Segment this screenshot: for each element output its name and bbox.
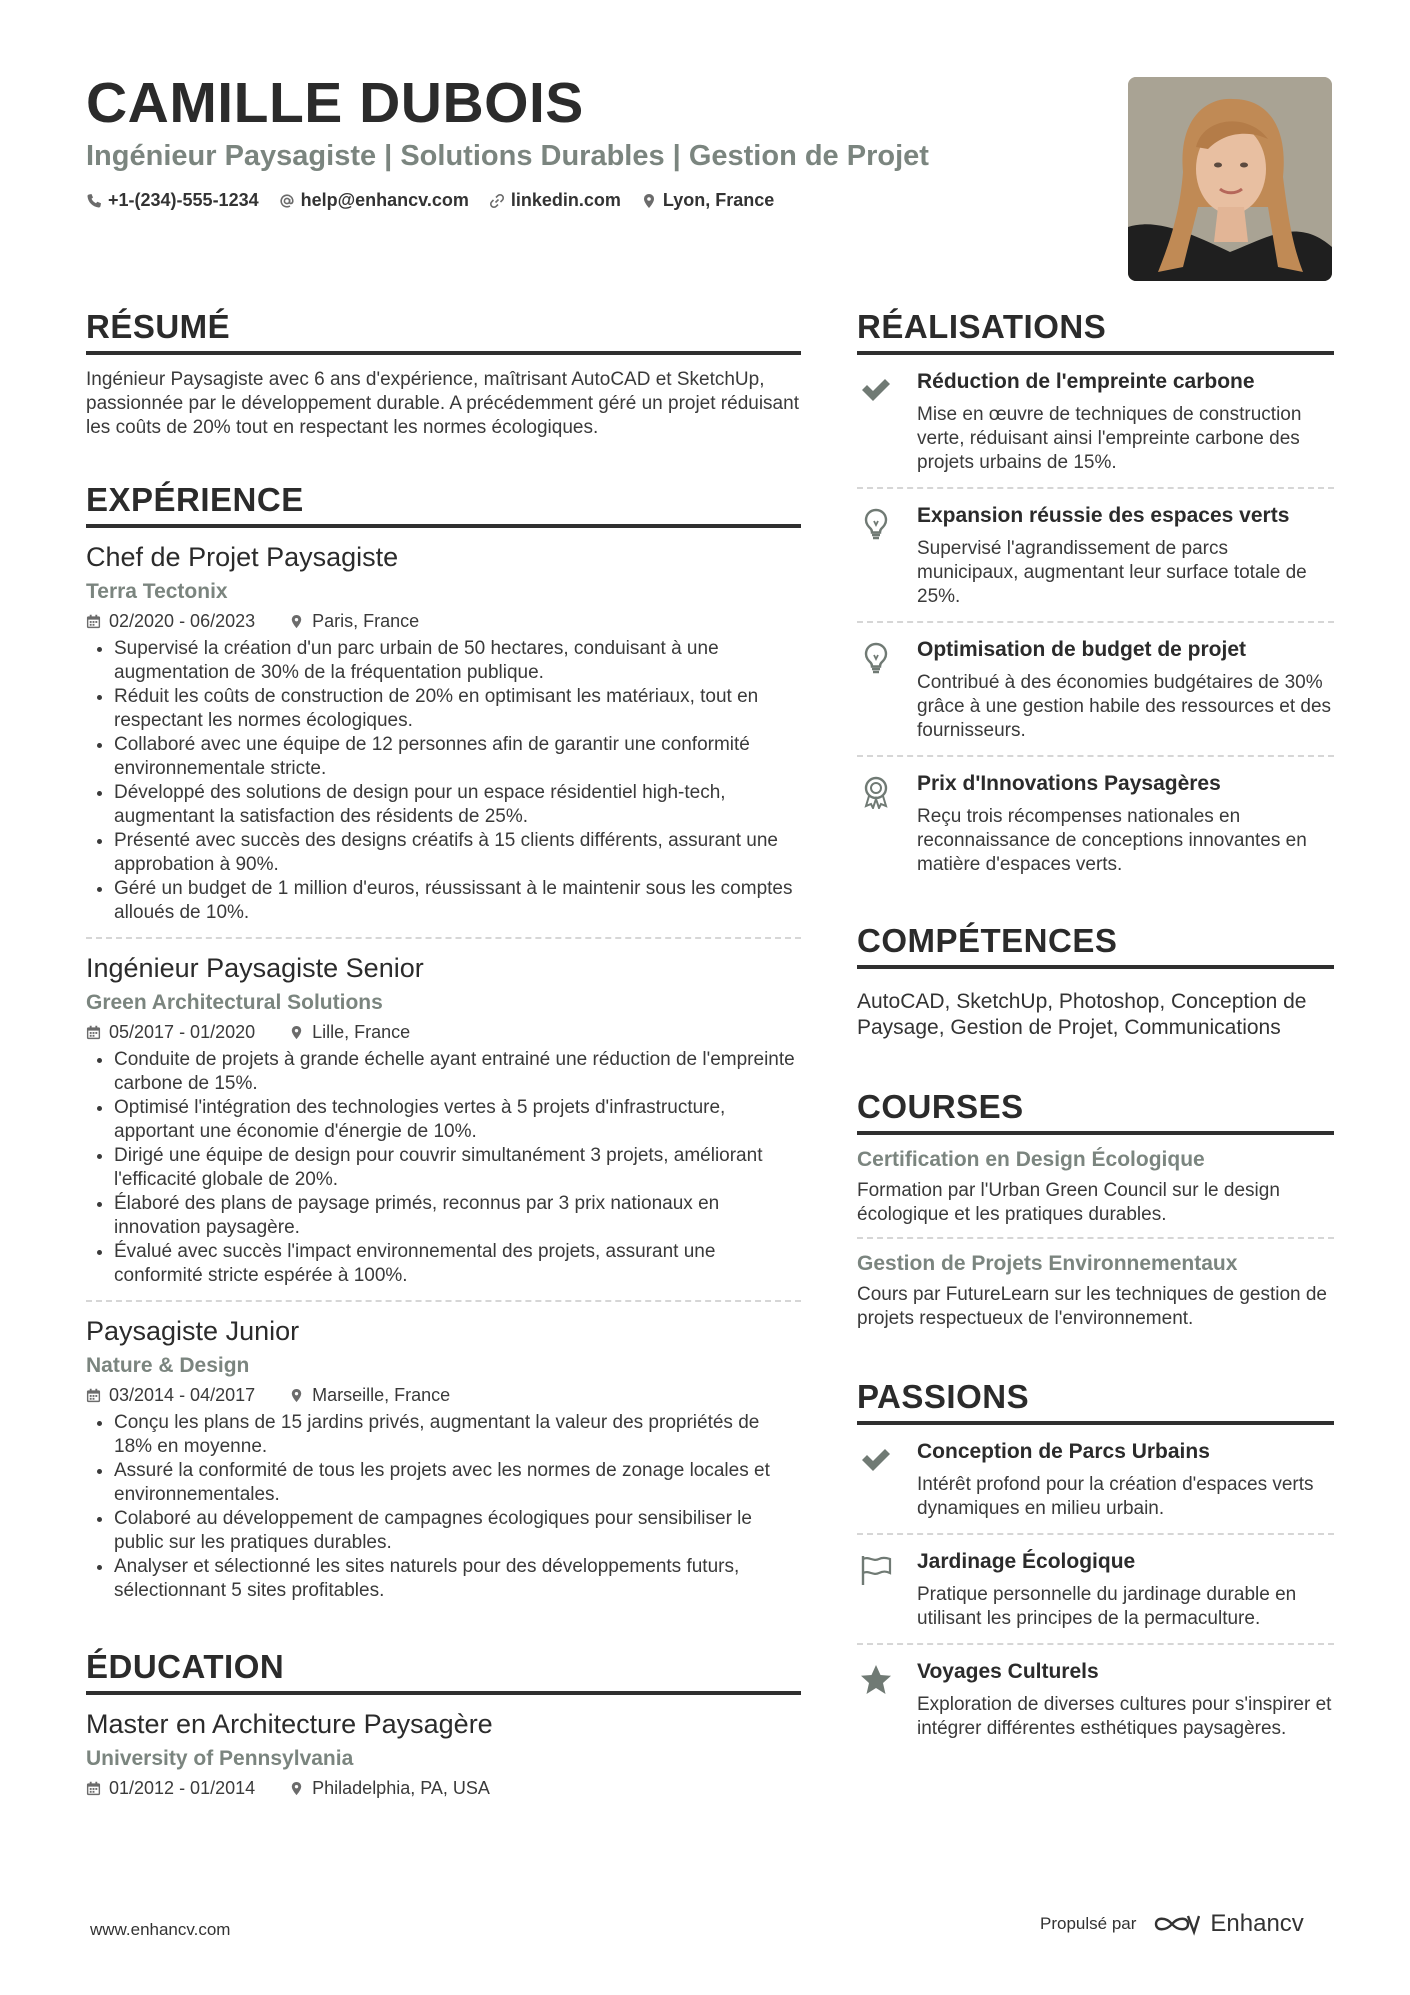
map-pin-icon <box>289 1388 304 1403</box>
achievement-desc: Mise en œuvre de techniques de construction verte, réduisant ainsi l'empreinte carbone des projets urbains de 15%. <box>917 404 1302 473</box>
job-bullet: • Collaboré avec une équipe de 12 personnes afin de garantir une conformité environnementale stricte. <box>114 733 801 781</box>
job-bullet: • Développé des solutions de design pour un espace résidentiel high-tech, augmentant la satisfaction des résidents de 25%. <box>114 781 801 829</box>
job-dates <box>86 611 255 632</box>
map-pin-icon <box>289 1781 304 1796</box>
lightbulb-icon <box>857 503 895 609</box>
passion-desc: Pratique personnelle du jardinage durable en utilisant les principes de la permaculture. <box>917 1584 1297 1629</box>
achievements-section <box>857 305 1334 889</box>
job-bullet: • Assuré la conformité de tous les projets avec les normes de zonage locales et environnementales. <box>114 1459 801 1507</box>
education-meta <box>86 1778 801 1799</box>
job-location <box>289 1385 450 1406</box>
job-dates-text: 03/2014 - 04/2017 <box>109 1385 256 1405</box>
map-pin-icon <box>289 614 304 629</box>
contact-phone-text: +1-(234)-555-1234 <box>108 190 259 210</box>
calendar-icon <box>86 614 101 629</box>
skills-section <box>857 919 1334 1041</box>
passion-title: Conception de Parcs Urbains <box>917 1440 1210 1463</box>
summary-section <box>86 305 801 440</box>
achievement-desc: Supervisé l'agrandissement de parcs municipaux, augmentant leur surface totale de 25%. <box>917 538 1307 607</box>
job-title: Ingénieur Paysagiste Senior <box>86 953 424 983</box>
check-icon <box>857 1439 895 1521</box>
at-icon <box>279 193 295 209</box>
job-location-text: Lille, France <box>312 1022 411 1042</box>
passion-title: Jardinage Écologique <box>917 1550 1136 1573</box>
job-entry <box>86 939 801 1302</box>
job-dates <box>86 1385 255 1406</box>
passion-desc: Intérêt profond pour la création d'espaces verts dynamiques en milieu urbain. <box>917 1474 1314 1519</box>
achievements-heading: RÉALISATIONS <box>857 305 1334 355</box>
company-name: Terra Tectonix <box>86 580 228 603</box>
right-column <box>857 305 1334 1791</box>
company-name: Nature & Design <box>86 1354 250 1377</box>
courses-heading: COURSES <box>857 1085 1334 1135</box>
degree-title: Master en Architecture Paysagère <box>86 1709 493 1739</box>
achievement-item <box>857 489 1334 623</box>
contact-bar <box>86 190 1086 211</box>
powered-by-label: Propulsé par <box>1040 1914 1137 1933</box>
job-meta <box>86 611 801 632</box>
course-title: Certification en Design Écologique <box>857 1148 1205 1171</box>
job-entry <box>86 1302 801 1615</box>
course-desc: Cours par FutureLearn sur les techniques de gestion de projets respectueux de l'environnement. <box>857 1284 1327 1329</box>
contact-location <box>641 190 774 211</box>
job-bullet: • Conçu les plans de 15 jardins privés, augmentant la valeur des propriétés de 18% en moyenne. <box>114 1411 801 1459</box>
achievement-title: Prix d'Innovations Paysagères <box>917 772 1221 795</box>
summary-text: Ingénieur Paysagiste avec 6 ans d'expérience, maîtrisant AutoCAD et SketchUp, passionnée par le développement durable. A précédemment géré un projet réduisant les coûts de 20% tout en respectant les normes écologiques. <box>86 369 799 438</box>
job-location <box>289 611 419 632</box>
enhancv-brand-text: Enhancv <box>1210 1910 1304 1937</box>
education-entry <box>86 1695 801 1811</box>
footer-branding <box>1040 1910 1304 1938</box>
job-title: Paysagiste Junior <box>86 1316 300 1346</box>
job-bullet: • Optimisé l'intégration des technologies vertes à 5 projets d'infrastructure, apportant une économie d'énergie de 10%. <box>114 1096 801 1144</box>
job-bullet: • Analyser et sélectionné les sites naturels pour des développements futurs, sélectionnant 5 sites profitables. <box>114 1555 801 1603</box>
star-icon <box>857 1659 895 1741</box>
passion-item <box>857 1645 1334 1753</box>
candidate-subtitle: Ingénieur Paysagiste | Solutions Durables | Gestion de Projet <box>86 140 929 172</box>
check-icon <box>857 369 895 475</box>
achievement-desc: Reçu trois récompenses nationales en reconnaissance de conceptions innovantes en matière d'espaces verts. <box>917 806 1307 875</box>
flag-icon <box>857 1549 895 1631</box>
job-bullet: • Conduite de projets à grande échelle ayant entrainé une réduction de l'empreinte carbone de 15%. <box>114 1048 801 1096</box>
achievement-title: Expansion réussie des espaces verts <box>917 504 1290 527</box>
contact-phone[interactable] <box>86 190 259 211</box>
job-dates-text: 05/2017 - 01/2020 <box>109 1022 256 1042</box>
course-desc: Formation par l'Urban Green Council sur le design écologique et les pratiques durables. <box>857 1180 1280 1225</box>
passion-item <box>857 1535 1334 1645</box>
job-bullet: • Géré un budget de 1 million d'euros, réussissant à le maintenir sous les comptes alloués de 10%. <box>114 877 801 925</box>
profile-photo <box>1128 77 1332 281</box>
course-item <box>857 1135 1334 1239</box>
job-title: Chef de Projet Paysagiste <box>86 542 399 572</box>
footer-website[interactable]: www.enhancv.com <box>90 1920 231 1939</box>
candidate-name: CAMILLE DUBOIS <box>86 71 584 135</box>
experience-section <box>86 478 801 1615</box>
education-location-text: Philadelphia, PA, USA <box>312 1778 490 1798</box>
link-icon <box>489 193 505 209</box>
calendar-icon <box>86 1781 101 1796</box>
achievement-item <box>857 757 1334 889</box>
achievement-item <box>857 623 1334 757</box>
experience-heading: EXPÉRIENCE <box>86 478 801 528</box>
job-dates-text: 02/2020 - 06/2023 <box>109 611 256 631</box>
school-name: University of Pennsylvania <box>86 1747 354 1770</box>
phone-icon <box>86 193 102 209</box>
job-bullets <box>86 637 801 925</box>
contact-email-text: help@enhancv.com <box>300 190 469 210</box>
enhancv-logo-icon <box>1154 1912 1200 1936</box>
skills-heading: COMPÉTENCES <box>857 919 1334 969</box>
contact-location-text: Lyon, France <box>662 190 775 210</box>
map-pin-icon <box>641 193 657 209</box>
job-bullet: • Élaboré des plans de paysage primés, reconnus par 3 prix nationaux en innovation paysagère. <box>114 1192 801 1240</box>
job-location <box>289 1022 410 1043</box>
summary-heading: RÉSUMÉ <box>86 305 801 355</box>
education-dates <box>86 1778 255 1799</box>
passion-item <box>857 1425 1334 1535</box>
contact-linkedin[interactable] <box>489 190 621 211</box>
job-bullet: • Réduit les coûts de construction de 20% en optimisant les matériaux, tout en respectant les normes écologiques. <box>114 685 801 733</box>
passions-heading: PASSIONS <box>857 1375 1334 1425</box>
education-location <box>289 1778 490 1799</box>
education-heading: ÉDUCATION <box>86 1645 801 1695</box>
calendar-icon <box>86 1388 101 1403</box>
job-bullet: • Colaboré au développement de campagnes écologiques pour sensibiliser le public sur les pratiques durables. <box>114 1507 801 1555</box>
job-bullets <box>86 1411 801 1603</box>
passions-section <box>857 1375 1334 1753</box>
enhancv-logo[interactable] <box>1154 1910 1303 1938</box>
job-bullets <box>86 1048 801 1288</box>
achievement-title: Optimisation de budget de projet <box>917 638 1247 661</box>
education-dates-text: 01/2012 - 01/2014 <box>109 1778 256 1798</box>
passion-title: Voyages Culturels <box>917 1660 1099 1683</box>
contact-linkedin-text: linkedin.com <box>510 190 621 210</box>
courses-section <box>857 1085 1334 1341</box>
job-bullet: • Présenté avec succès des designs créatifs à 15 clients différents, assurant une approbation à 90%. <box>114 829 801 877</box>
job-location-text: Paris, France <box>312 611 420 631</box>
job-entry <box>86 528 801 939</box>
course-item <box>857 1239 1334 1341</box>
job-meta <box>86 1022 801 1043</box>
award-icon <box>857 771 895 877</box>
job-bullet: • Évalué avec succès l'impact environnemental des projets, assurant une conformité stricte espérée à 100%. <box>114 1240 801 1288</box>
job-dates <box>86 1022 255 1043</box>
skills-text: AutoCAD, SketchUp, Photoshop, Conception de Paysage, Gestion de Projet, Communications <box>857 990 1307 1039</box>
map-pin-icon <box>289 1025 304 1040</box>
passion-desc: Exploration de diverses cultures pour s'inspirer et intégrer différentes esthétiques paysagères. <box>917 1694 1332 1739</box>
lightbulb-icon <box>857 637 895 743</box>
job-meta <box>86 1385 801 1406</box>
achievement-title: Réduction de l'empreinte carbone <box>917 370 1255 393</box>
left-column <box>86 305 801 1849</box>
calendar-icon <box>86 1025 101 1040</box>
job-bullet: • Supervisé la création d'un parc urbain de 50 hectares, conduisant à une augmentation de 30% de la fréquentation publique. <box>114 637 801 685</box>
achievement-desc: Contribué à des économies budgétaires de 30% grâce à une gestion habile des ressources et des fournisseurs. <box>917 672 1332 741</box>
job-location-text: Marseille, France <box>312 1385 451 1405</box>
education-section <box>86 1645 801 1811</box>
achievement-item <box>857 355 1334 489</box>
job-bullet: • Dirigé une équipe de design pour couvrir simultanément 3 projets, améliorant l'efficacité globale de 20%. <box>114 1144 801 1192</box>
resume-header <box>86 70 1086 211</box>
contact-email[interactable] <box>279 190 469 211</box>
company-name: Green Architectural Solutions <box>86 991 383 1014</box>
course-title: Gestion de Projets Environnementaux <box>857 1252 1238 1275</box>
